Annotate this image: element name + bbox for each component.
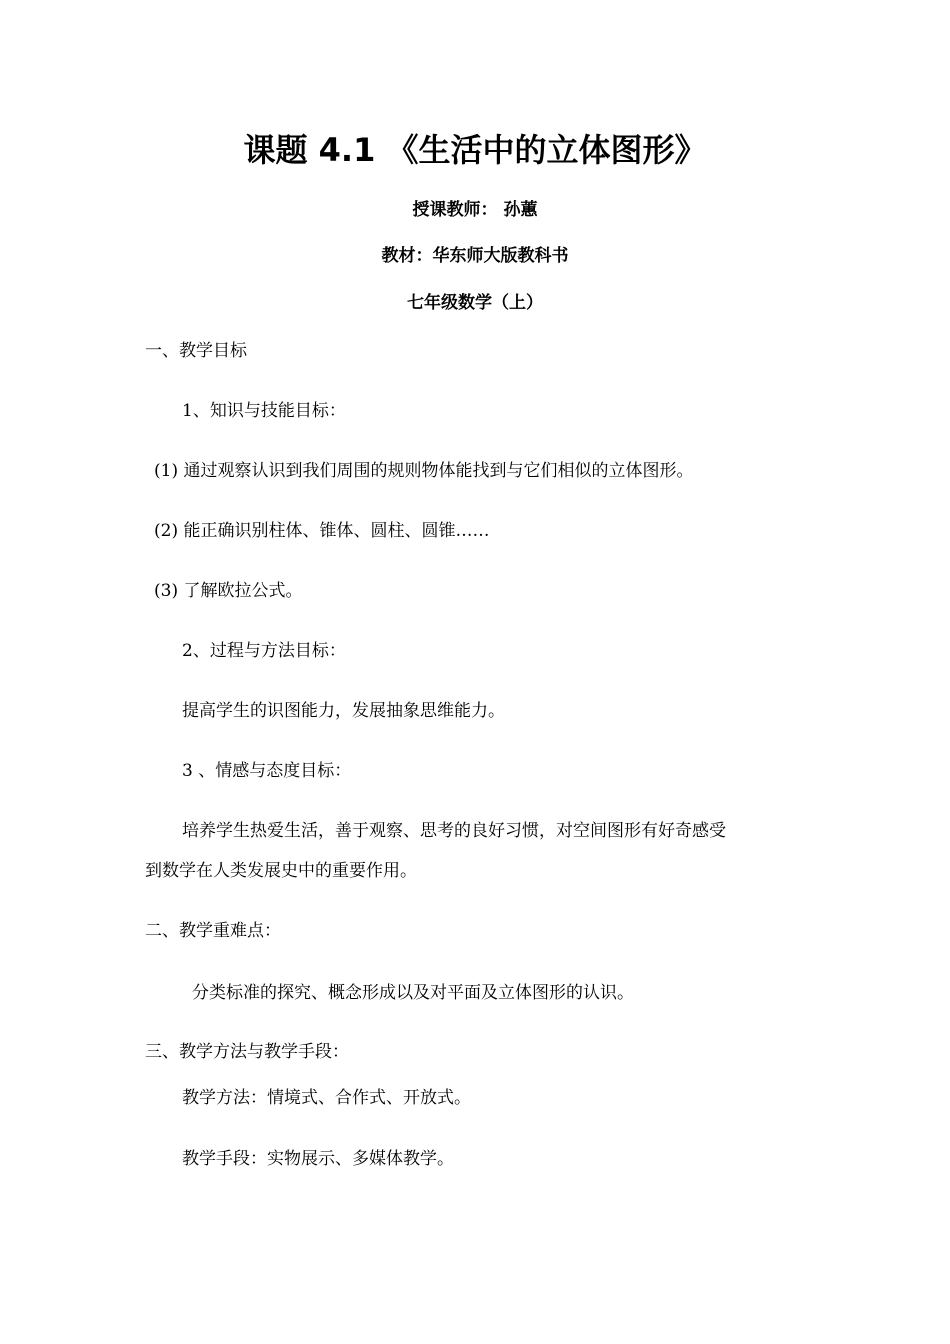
subheading-emotion: 3 、情感与态度目标：: [182, 761, 352, 781]
objective-item-1: (1) 通过观察认识到我们周围的规则物体能找到与它们相似的立体图形。: [154, 461, 694, 481]
document-title: 课题 4.1 《生活中的立体图形》: [243, 131, 707, 169]
subheading-knowledge: 1、知识与技能目标：: [182, 401, 346, 421]
subheading-process: 2、过程与方法目标：: [182, 641, 346, 661]
teacher-line: 授课教师： 孙蕙: [412, 200, 538, 220]
key-points-text: 分类标准的探究、概念形成以及对平面及立体图形的认识。: [192, 983, 634, 1003]
process-text: 提高学生的识图能力，发展抽象思维能力。: [182, 701, 505, 721]
emotion-text-line-1: 培养学生热爱生活，善于观察、思考的良好习惯，对空间图形有好奇感受: [182, 821, 726, 841]
objective-item-2: (2) 能正确识别柱体、锥体、圆柱、圆锥……: [154, 521, 490, 541]
textbook-line: 教材：华东师大版教科书: [381, 246, 569, 266]
teaching-method-text: 教学方法：情境式、合作式、开放式。: [182, 1088, 471, 1108]
section-heading-key-points: 二、教学重难点：: [145, 921, 281, 941]
grade-line: 七年级数学（上）: [407, 293, 543, 313]
section-heading-methods: 三、教学方法与教学手段：: [145, 1042, 349, 1062]
objective-item-3: (3) 了解欧拉公式。: [154, 581, 303, 601]
emotion-text-line-2: 到数学在人类发展史中的重要作用。: [145, 861, 417, 881]
teaching-means-text: 教学手段：实物展示、多媒体教学。: [182, 1149, 454, 1169]
section-heading-objectives: 一、教学目标: [145, 341, 247, 361]
